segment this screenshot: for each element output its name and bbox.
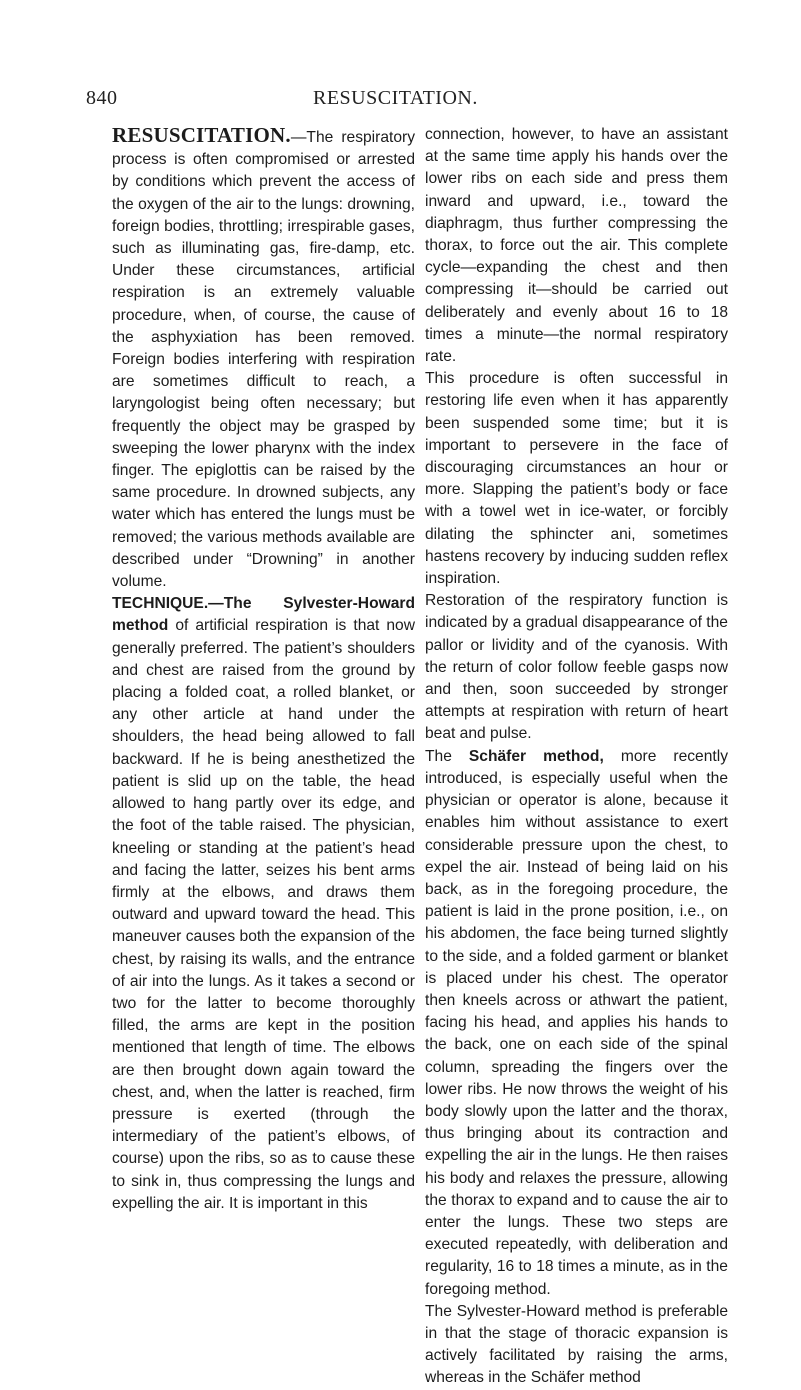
technique-method-name: —The Sylvester-Howard method	[112, 595, 415, 635]
technique-paragraph	[112, 593, 415, 1215]
intro-paragraph	[112, 124, 415, 593]
schafer-method-name: Schäfer method,	[468, 747, 604, 765]
technique-heading: TECHNIQUE.	[112, 595, 209, 613]
article-title: RESUSCITATION.	[112, 123, 291, 147]
intro-text: —The respiratory process is often compromised or arrested by conditions which prevent the access of the oxygen of the air to the lungs: drowning, foreign bodies, throttling; irrespirable gases, such as illuminating gas, fire-damp, etc. Under these circumstances, artificial respiration is an extremely valuable procedure, when, of course, the cause of the asphyxiation has been removed. Foreign bodies interfering with respiration are sometimes difficult to reach, a laryngologist being often necessary; but frequently the object may be grasped by sweeping the lower pharynx with the index finger. The epiglottis can be raised by the same procedure. In drowned subjects, any water which has entered the lungs must be removed; the various methods available are described under “Drowning” in another volume.	[112, 129, 415, 591]
schafer-text: more recently introduced, is especially useful when the physician or operator is alone, because it enables him without assistance to exert considerable pressure upon the chest, to expel the air. Instead of being laid on his back, as in the foregoing procedure, the patient is laid in the prone position, i.e., on his abdomen, the face being turned slightly to the side, and a folded garment or blanket is placed under his chest. The operator then kneels across or athwart the patient, facing his head, and applies his hands to the back, one on each side of the spinal column, spreading the fingers over the lower ribs. He now throws the weight of his body slowly upon the latter and the thorax, thus bringing about its contraction and expelling the air in the lungs. He then raises his body and relaxes the pressure, allowing the thorax to expand and to cause the air to enter the lungs. These two steps are executed repeatedly, with deliberation and regularity, 16 to 18 times a minute, as in the foregoing method.	[425, 747, 728, 1298]
schafer-paragraph	[425, 746, 728, 1301]
technique-text: of artificial respiration is that now generally preferred. The patient’s shoulders and chest are raised from the ground by placing a folded coat, a rolled blanket, or any other article at hand under the shoulders, the head being allowed to fall backward. If he is being anesthetized the patient is slid up on the table, the head allowed to hang partly over its edge, and the foot of the table raised. The physician, kneeling or standing at the patient’s head and facing the latter, seizes his bent arms firmly at the elbows, and draws them outward and upward toward the head. This maneuver causes both the expansion of the chest, by raising its walls, and the entrance of air into the lungs. As it takes a second or two for the latter to become thoroughly filled, the arms are kept in the position mentioned that length of time. The elbows are then brought down again toward the chest, and, when the latter is reached, firm pressure is exerted (through the intermediary of the patient’s elbows, of course) upon the ribs, so as to cause these to sink in, thus compressing the lungs and expelling the air. It is important in this	[112, 617, 415, 1212]
comparison-paragraph: The Sylvester-Howard method is preferable in that the stage of thoracic expansion is actively facilitated by raising the arms, whereas in the Schäfer method	[425, 1302, 728, 1387]
restoration-paragraph: Restoration of the respiratory function is indicated by a gradual disappearance of the pallor or lividity and of the cyanosis. With the return of color follow feeble gasps now and then, soon succeeded by stronger attempts at respiration with return of heart beat and pulse.	[425, 592, 728, 743]
success-paragraph: This procedure is often successful in restoring life even when it has apparently been suspended some time; but it is important to persevere in the face of discouraging circumstances an hour or more. Slapping the patient’s body or face with a towel wet in ice-water, or forcibly dilating the sphincter ani, sometimes hastens recovery by inducing sudden reflex inspiration.	[425, 370, 728, 588]
page-header	[86, 87, 736, 113]
running-head: RESUSCITATION.	[313, 87, 478, 109]
right-column	[425, 124, 728, 1390]
page-number: 840	[86, 87, 118, 109]
schafer-intro: The	[425, 747, 469, 765]
left-column	[112, 124, 415, 1215]
technique-paragraph-continued: connection, however, to have an assistant at the same time apply his hands over the lower ribs on each side and press them inward and upward, i.e., toward the diaphragm, thus further compressing the thorax, to force out the air. This complete cycle—expanding the chest and then compressing it—should be carried out deliberately and evenly about 16 to 18 times a minute—the normal respiratory rate.	[425, 126, 728, 366]
